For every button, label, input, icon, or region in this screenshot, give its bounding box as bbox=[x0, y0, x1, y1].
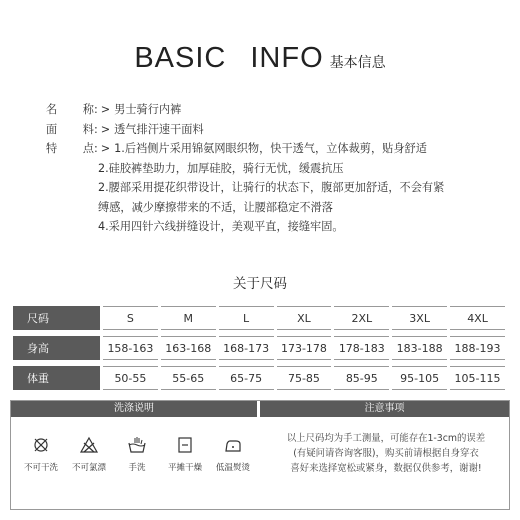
table-cell: XL bbox=[277, 306, 332, 330]
table-cell: S bbox=[103, 306, 158, 330]
care-icons bbox=[19, 435, 255, 473]
notice-line: 以上尺码均为手工测量，可能存在1-3cm的误差 bbox=[286, 433, 486, 444]
page-title bbox=[0, 42, 520, 75]
no-tumble-dry-icon bbox=[31, 435, 51, 455]
table-row bbox=[13, 366, 505, 390]
arrow-icon: > bbox=[100, 142, 111, 155]
table-cell: L bbox=[219, 306, 274, 330]
table-cell: 50-55 bbox=[103, 366, 158, 390]
table-cell: 65-75 bbox=[219, 366, 274, 390]
table-cell: 4XL bbox=[450, 306, 505, 330]
notice-text bbox=[273, 431, 499, 476]
table-cell: 178-183 bbox=[334, 336, 389, 360]
table-cell: 188-193 bbox=[450, 336, 505, 360]
table-row bbox=[13, 336, 505, 360]
table-cell: 163-168 bbox=[161, 336, 216, 360]
care-item: 低温熨烫 bbox=[211, 435, 255, 473]
table-cell: 183-188 bbox=[392, 336, 447, 360]
notice-line: (有疑问请咨询客服)，购买前请根据自身穿衣 bbox=[293, 448, 479, 459]
table-cell: 3XL bbox=[392, 306, 447, 330]
care-item: 手洗 bbox=[115, 435, 159, 473]
title-basic: BASIC bbox=[134, 42, 227, 74]
care-panel bbox=[10, 400, 510, 510]
table-cell: 95-105 bbox=[392, 366, 447, 390]
table-cell: 105-115 bbox=[450, 366, 505, 390]
table-row bbox=[13, 306, 505, 330]
care-title: 洗涤说明 bbox=[11, 401, 257, 417]
table-cell: 173-178 bbox=[277, 336, 332, 360]
row-label: 尺码 bbox=[13, 306, 100, 330]
care-item: 不可干洗 bbox=[19, 435, 63, 473]
row-label: 体重 bbox=[13, 366, 100, 390]
info-row-name: 名 称 : > 男士骑行内裤 bbox=[46, 100, 496, 120]
feature-4: 4.采用四针六线拼缝设计，美观平直，接缝牢固。 bbox=[98, 220, 344, 233]
table-cell: 158-163 bbox=[103, 336, 158, 360]
size-title: 关于尺码 bbox=[233, 276, 287, 292]
feature-2: 2.硅胶裤垫助力，加厚硅胶，骑行无忧，缓震抗压 bbox=[98, 161, 344, 175]
title-cn: 基本信息 bbox=[329, 55, 386, 71]
notice-title: 注意事项 bbox=[260, 401, 509, 417]
table-cell: 168-173 bbox=[219, 336, 274, 360]
table-cell: 85-95 bbox=[334, 366, 389, 390]
arrow-icon: > bbox=[100, 122, 111, 136]
care-item: 不可氯漂 bbox=[67, 435, 111, 473]
feature-3: 2.腰部采用提花织带设计，让骑行的状态下，腹部更加舒适，不会有紧 bbox=[98, 181, 445, 194]
fabric-value: 透气排汗速干面料 bbox=[114, 122, 204, 136]
info-row-feature: 特 点 : > 1.后裆侧片采用锦氨网眼织物，快干透气，立体裁剪，贴身舒适 bbox=[46, 139, 496, 159]
feature-1: 1.后裆侧片采用锦氨网眼织物，快干透气，立体裁剪，贴身舒适 bbox=[114, 142, 427, 155]
no-bleach-icon bbox=[79, 435, 99, 455]
name-value: 男士骑行内裤 bbox=[114, 103, 182, 116]
size-table bbox=[10, 306, 508, 390]
row-label: 身高 bbox=[13, 336, 100, 360]
hand-wash-icon bbox=[127, 435, 147, 455]
title-info: INFO bbox=[250, 42, 324, 74]
table-cell: 2XL bbox=[334, 306, 389, 330]
table-cell: 55-65 bbox=[161, 366, 216, 390]
arrow-icon: > bbox=[100, 103, 111, 116]
care-item: 平摊干燥 bbox=[163, 435, 207, 473]
basic-info bbox=[46, 100, 496, 237]
low-iron-icon bbox=[223, 435, 243, 455]
info-row-fabric: 面 料 : > 透气排汗速干面料 bbox=[46, 120, 496, 140]
table-cell: M bbox=[161, 306, 216, 330]
dry-flat-icon bbox=[175, 435, 195, 455]
feature-3-cont: 缚感，减少摩擦带来的不适，让腰部稳定不滑落 bbox=[98, 200, 333, 214]
table-cell: 75-85 bbox=[277, 366, 332, 390]
notice-line: 喜好来选择宽松或紧身，数据仅供参考，谢谢! bbox=[290, 463, 482, 474]
